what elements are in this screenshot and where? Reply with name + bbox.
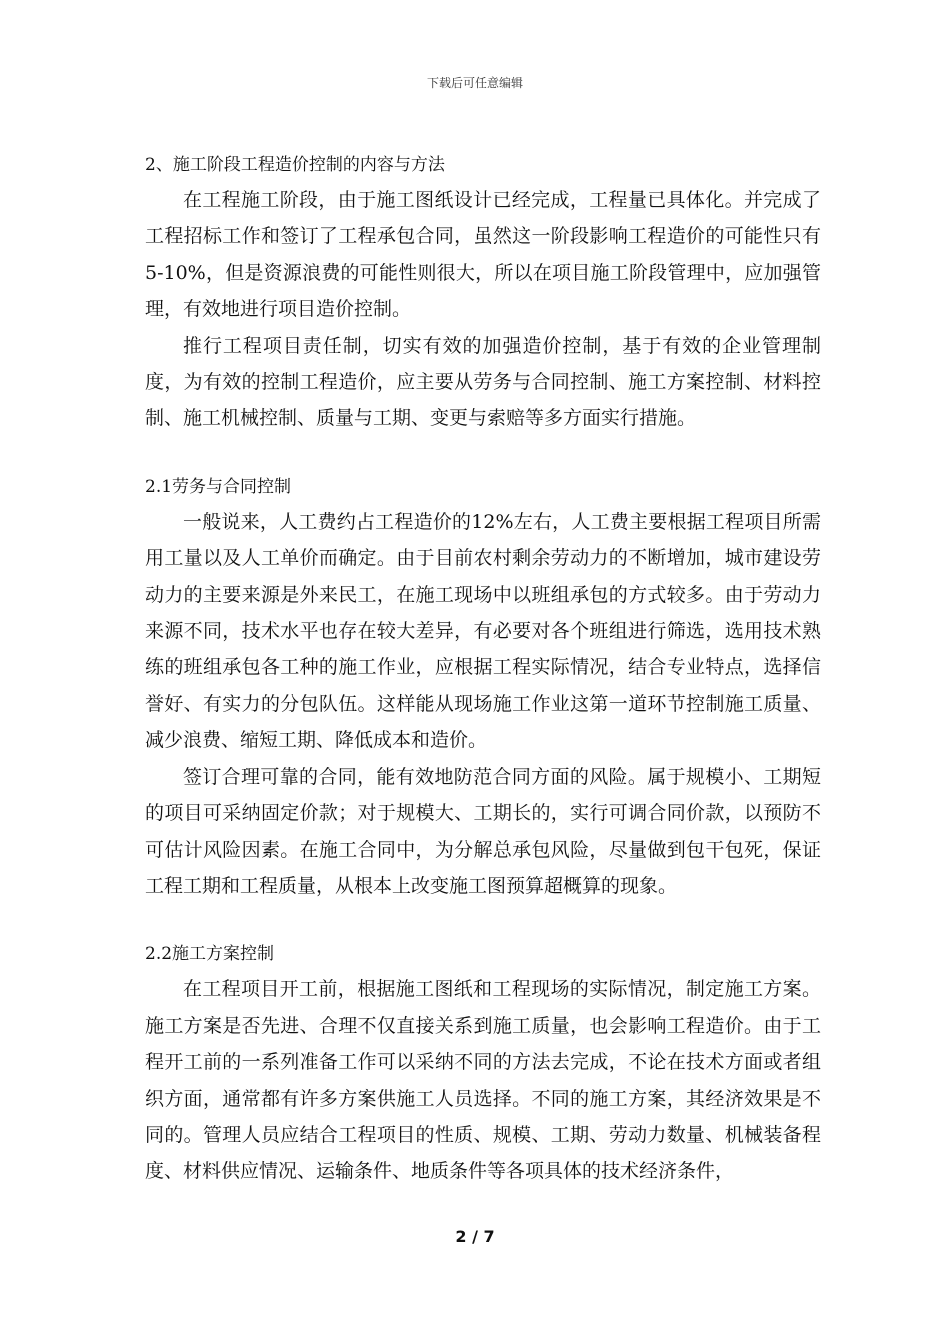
section-heading: 2.1劳务与合同控制: [145, 476, 292, 497]
paragraph: 在工程施工阶段，由于施工图纸设计已经完成，工程量已具体化。并完成了工程招标工作和签订了工程承包合同，虽然这一阶段影响工程造价的可能性只有 5-10%，但是资源浪费的可能性则很大，所以在项目施工阶段管理中，应加强管理，有效地进行项目造价控制。: [145, 189, 821, 321]
paragraph: 在工程项目开工前，根据施工图纸和工程现场的实际情况，制定施工方案。施工方案是否先进、合理不仅直接关系到施工质量，也会影响工程造价。由于工程开工前的一系列准备工作可以采纳不同的方法去完成，不论在技术方面或者组织方面，通常都有许多方案供施工人员选择。不同的施工方案，其经济效果是不同的。管理人员应结合工程项目的性质、规模、工期、劳动力数量、机械装备程度、材料供应情况、运输条件、地质条件等各项具体的技术经济条件，: [145, 978, 821, 1183]
section-2: [145, 153, 821, 437]
document-body: [145, 153, 821, 1190]
section-2-1: [145, 475, 821, 904]
section-heading: 2、施工阶段工程造价控制的内容与方法: [145, 155, 445, 175]
page-number: 2 / 7: [455, 1227, 495, 1246]
section-heading: 2.2施工方案控制: [145, 944, 275, 965]
section-2-2: [145, 942, 821, 1189]
paragraph: 推行工程项目责任制，切实有效的加强造价控制，基于有效的企业管理制度，为有效的控制工程造价，应主要从劳务与合同控制、施工方案控制、材料控制、施工机械控制、质量与工期、变更与索赔等多方面实行措施。: [145, 334, 821, 430]
header-note: 下载后可任意编辑: [426, 76, 523, 90]
paragraph: 一般说来，人工费约占工程造价的12%左右，人工费主要根据工程项目所需用工量以及人工单价而确定。由于目前农村剩余劳动力的不断增加，城市建设劳动力的主要来源是外来民工，在施工现场中以班组承包的方式较多。由于劳动力来源不同，技术水平也存在较大差异，有必要对各个班组进行筛选，选用技术熟练的班组承包各工种的施工作业，应根据工程实际情况，结合专业特点，选择信誉好、有实力的分包队伍。这样能从现场施工作业这第一道环节控制施工质量、减少浪费、缩短工期、降低成本和造价。: [145, 510, 821, 752]
paragraph: 签订合理可靠的合同，能有效地防范合同方面的风险。属于规模小、工期短的项目可采纳固定价款；对于规模大、工期长的，实行可调合同价款，以预防不可估计风险因素。在施工合同中，为分解总承包风险，尽量做到包干包死，保证工程工期和工程质量，从根本上改变施工图预算超概算的现象。: [145, 765, 821, 897]
